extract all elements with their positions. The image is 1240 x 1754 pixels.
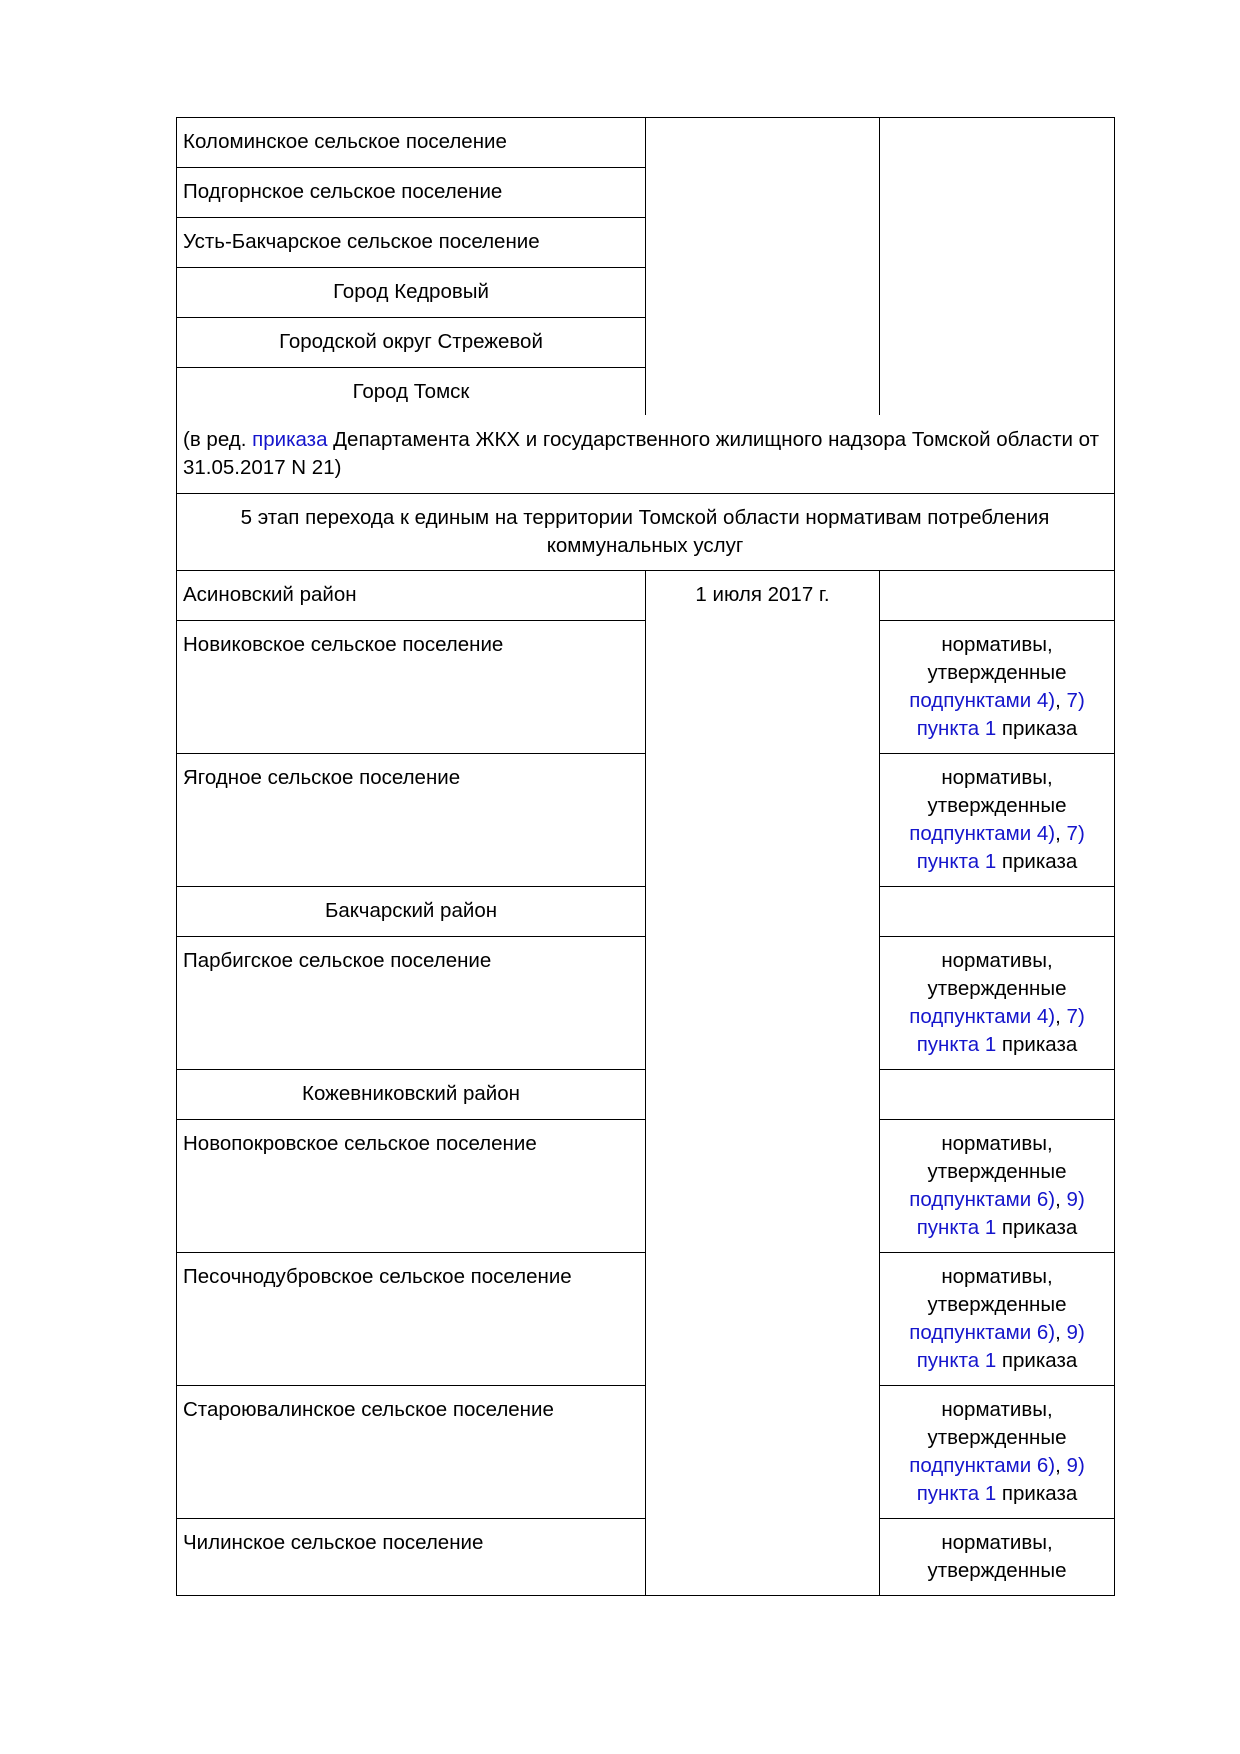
municipality-name: Новопокровское сельское поселение	[183, 1132, 537, 1155]
row-divider	[176, 886, 646, 887]
municipality-name: Усть-Бакчарское сельское поселение	[183, 230, 540, 253]
stage-date: 1 июля 2017 г.	[695, 583, 830, 606]
table-border-top	[176, 117, 1115, 118]
norm-text: нормативы,	[941, 949, 1053, 972]
row-divider	[176, 493, 1115, 494]
norm-cell	[880, 1263, 1114, 1375]
norm-text: нормативы,	[941, 1398, 1053, 1421]
amendment-prefix: (в ред.	[183, 428, 253, 451]
district-name: Бакчарский район	[324, 899, 498, 922]
subclause-link[interactable]: подпунктами 4)	[909, 822, 1056, 845]
municipality-name: Староювалинское сельское поселение	[183, 1398, 554, 1421]
amendment-link[interactable]: приказа	[252, 428, 328, 451]
municipality-name: Подгорнское сельское поселение	[183, 180, 503, 203]
amendment-note	[183, 426, 1113, 482]
stage-header: 5 этап перехода к единым на территории Томской области нормативам потребления коммунальных услуг	[240, 506, 1050, 557]
row-divider	[879, 1252, 1115, 1253]
subclause-link[interactable]: 9)	[1066, 1454, 1085, 1477]
norm-text: утвержденные	[927, 1160, 1067, 1183]
norm-text: утвержденные	[927, 794, 1067, 817]
norm-text: приказа	[996, 1033, 1078, 1056]
municipality-name: Коломинское сельское поселение	[183, 130, 507, 153]
row-divider	[176, 1385, 646, 1386]
clause-link[interactable]: пункта 1	[916, 717, 997, 740]
municipality-name: Город Кедровый	[333, 280, 489, 303]
row-divider	[176, 367, 646, 368]
municipality-name: Ягодное сельское поселение	[183, 766, 461, 789]
norm-cell	[880, 1130, 1114, 1242]
municipality-name: Чилинское сельское поселение	[183, 1531, 484, 1554]
row-divider	[176, 753, 646, 754]
norm-cell	[880, 631, 1114, 743]
subclause-link[interactable]: 9)	[1066, 1188, 1085, 1211]
norm-text: утвержденные	[927, 977, 1067, 1000]
row-divider	[176, 620, 646, 621]
norm-text: утвержденные	[927, 661, 1067, 684]
norm-text: утвержденные	[927, 1293, 1067, 1316]
row-divider	[176, 267, 646, 268]
table-border-right	[1114, 117, 1115, 1595]
norm-text: нормативы,	[941, 1265, 1053, 1288]
norm-text: нормативы,	[941, 1132, 1053, 1155]
row-divider	[176, 1119, 646, 1120]
norm-sep: ,	[1055, 1454, 1067, 1477]
norm-sep: ,	[1055, 689, 1067, 712]
row-divider	[176, 570, 1115, 571]
norm-text: приказа	[996, 1216, 1078, 1239]
row-divider	[176, 1069, 646, 1070]
row-divider	[879, 753, 1115, 754]
clause-link[interactable]: пункта 1	[916, 1033, 997, 1056]
row-divider	[879, 936, 1115, 937]
amendment-suffix: Департамента ЖКХ и государственного жилищного надзора Томской области от 31.05.2017 N 21)	[183, 428, 1099, 479]
subclause-link[interactable]: подпунктами 6)	[909, 1188, 1056, 1211]
district-name: Асиновский район	[183, 583, 357, 606]
norm-text: нормативы,	[941, 766, 1053, 789]
clause-link[interactable]: пункта 1	[916, 850, 997, 873]
subclause-link[interactable]: 7)	[1066, 689, 1085, 712]
subclause-link[interactable]: 7)	[1066, 822, 1085, 845]
subclause-link[interactable]: подпунктами 6)	[909, 1321, 1056, 1344]
norm-sep: ,	[1055, 1321, 1067, 1344]
row-divider	[879, 886, 1115, 887]
norm-cell	[880, 947, 1114, 1059]
municipality-name: Песочнодубровское сельское поселение	[183, 1265, 572, 1288]
clause-link[interactable]: пункта 1	[916, 1216, 997, 1239]
norm-sep: ,	[1055, 1188, 1067, 1211]
municipality-name: Новиковское сельское поселение	[183, 633, 504, 656]
col-divider	[879, 117, 880, 415]
norm-text: утвержденные	[927, 1426, 1067, 1449]
row-divider	[879, 1119, 1115, 1120]
norm-text: приказа	[996, 850, 1078, 873]
norm-cell	[880, 1529, 1114, 1585]
subclause-link[interactable]: 7)	[1066, 1005, 1085, 1028]
table-border-bottom	[176, 1595, 1115, 1596]
subclause-link[interactable]: подпунктами 4)	[909, 689, 1056, 712]
norm-cell	[880, 764, 1114, 876]
norm-text: приказа	[996, 1349, 1078, 1372]
norm-cell	[880, 1396, 1114, 1508]
norm-text: приказа	[996, 717, 1078, 740]
norm-text: нормативы,	[941, 1531, 1053, 1554]
subclause-link[interactable]: подпунктами 6)	[909, 1454, 1056, 1477]
norm-text: нормативы,	[941, 633, 1053, 656]
subclause-link[interactable]: 9)	[1066, 1321, 1085, 1344]
col-divider	[645, 117, 646, 415]
row-divider	[176, 167, 646, 168]
row-divider	[879, 1385, 1115, 1386]
norm-sep: ,	[1055, 822, 1067, 845]
row-divider	[879, 620, 1115, 621]
row-divider	[176, 317, 646, 318]
municipality-name: Парбигское сельское поселение	[183, 949, 492, 972]
municipality-name: Город Томск	[352, 380, 470, 403]
norm-text: приказа	[996, 1482, 1078, 1505]
row-divider	[176, 217, 646, 218]
subclause-link[interactable]: подпунктами 4)	[909, 1005, 1056, 1028]
row-divider	[176, 1518, 646, 1519]
row-divider	[176, 1252, 646, 1253]
norm-sep: ,	[1055, 1005, 1067, 1028]
norm-text: утвержденные	[927, 1559, 1067, 1582]
district-name: Кожевниковский район	[302, 1082, 520, 1105]
row-divider	[879, 1069, 1115, 1070]
row-divider	[176, 936, 646, 937]
clause-link[interactable]: пункта 1	[916, 1349, 997, 1372]
row-divider	[879, 1518, 1115, 1519]
clause-link[interactable]: пункта 1	[916, 1482, 997, 1505]
municipality-name: Городской округ Стрежевой	[279, 330, 543, 353]
